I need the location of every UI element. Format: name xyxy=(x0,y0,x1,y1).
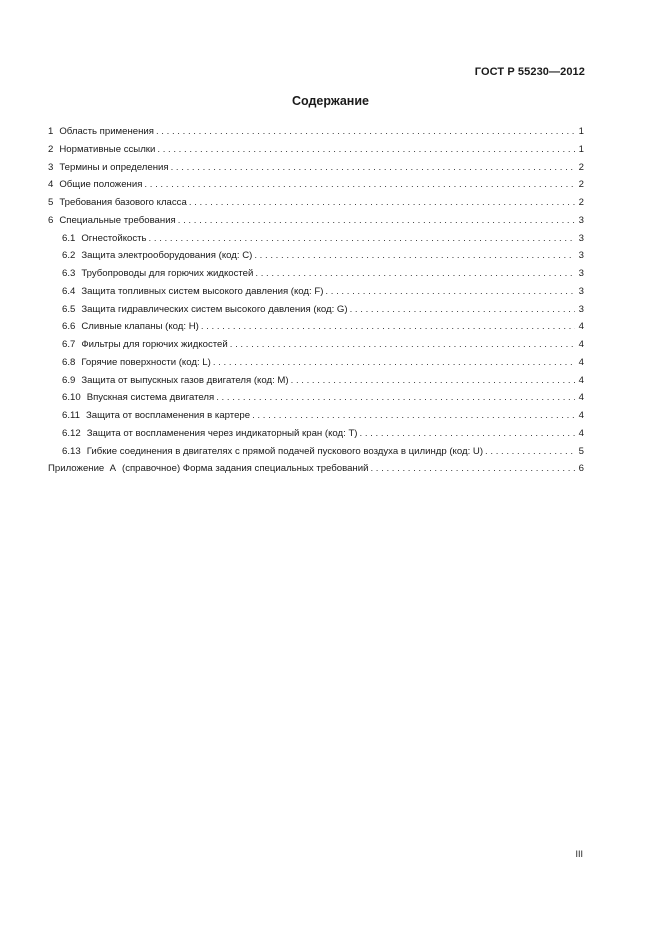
toc-entry-number: 1 xyxy=(48,126,54,137)
toc-dot-leader xyxy=(350,304,575,316)
toc-dot-leader xyxy=(255,268,574,280)
toc-dot-leader xyxy=(370,463,574,475)
toc-dot-leader xyxy=(157,144,574,156)
toc-entry-number: 6.9 xyxy=(62,374,76,386)
toc-entry-title: Защита от воспламенения в картере xyxy=(85,410,251,421)
toc-entry-title: Защита электрооборудования (код: C) xyxy=(81,250,253,262)
toc-dot-leader xyxy=(254,250,574,262)
toc-entry-number: 6.11 xyxy=(62,410,80,421)
toc-entry-title: Впускная система двигателя xyxy=(86,392,215,404)
table-of-contents xyxy=(48,126,584,481)
toc-entry-page: 3 xyxy=(578,232,584,244)
toc-entry-page: 1 xyxy=(578,126,584,137)
toc-entry-6-13[interactable] xyxy=(48,446,584,464)
toc-entry-6-10[interactable] xyxy=(48,392,584,410)
toc-dot-leader xyxy=(230,339,575,351)
toc-entry-title: Огнестойкость xyxy=(81,232,147,244)
toc-title: Содержание xyxy=(291,94,369,108)
document-code: ГОСТ Р 55230—2012 xyxy=(474,66,585,78)
toc-entry-6-3[interactable] xyxy=(48,268,584,286)
toc-entry-2[interactable] xyxy=(48,144,584,162)
toc-entry-number: 6.13 xyxy=(62,445,81,457)
toc-entry-title: Требования базового класса xyxy=(59,197,187,208)
toc-entry-number: 6.10 xyxy=(62,392,81,404)
toc-entry-title: Гибкие соединения в двигателях с прямой подачей пускового воздуха в цилиндр (код: U) xyxy=(86,445,484,457)
toc-entry-number: 6.7 xyxy=(62,339,76,350)
toc-dot-leader xyxy=(189,197,575,209)
toc-entry-page: 4 xyxy=(578,374,584,386)
toc-entry-6-8[interactable] xyxy=(48,357,584,375)
toc-entry-number: 6.1 xyxy=(62,232,76,244)
toc-dot-leader xyxy=(252,410,575,422)
toc-entry-page: 4 xyxy=(578,427,584,439)
toc-entry-1[interactable] xyxy=(48,126,584,144)
toc-entry-title: Термины и определения xyxy=(59,161,169,173)
toc-dot-leader xyxy=(485,446,575,458)
toc-dot-leader xyxy=(213,357,575,369)
toc-entry-number: 6 xyxy=(48,214,54,226)
toc-dot-leader xyxy=(171,162,575,174)
toc-entry-number: 6.6 xyxy=(62,321,76,333)
toc-entry-title: Специальные требования xyxy=(59,214,176,226)
toc-entry-number: 6.12 xyxy=(62,427,81,439)
toc-entry-title: Фильтры для горючих жидкостей xyxy=(81,339,228,350)
toc-entry-title: Защита гидравлических систем высокого давления (код: G) xyxy=(81,303,348,315)
toc-entry-number: 2 xyxy=(48,143,54,155)
toc-dot-leader xyxy=(149,233,575,245)
toc-entry-page: 3 xyxy=(578,250,584,262)
toc-entry-6-9[interactable] xyxy=(48,375,584,393)
toc-entry-page: 2 xyxy=(578,161,584,173)
toc-entry-title: Трубопроводы для горючих жидкостей xyxy=(81,268,254,279)
toc-entry-page: 4 xyxy=(578,392,584,404)
toc-dot-leader xyxy=(291,375,575,387)
toc-entry-6-11[interactable] xyxy=(48,410,584,428)
toc-entry-page: 4 xyxy=(578,339,584,350)
toc-entry-number: 4 xyxy=(48,179,54,191)
toc-entry-title: Сливные клапаны (код: H) xyxy=(81,321,199,333)
toc-entry-title: Защита топливных систем высокого давления (код: F) xyxy=(81,285,324,297)
toc-entry-4[interactable] xyxy=(48,179,584,197)
toc-entry-appendix-a[interactable] xyxy=(48,463,584,481)
toc-entry-5[interactable] xyxy=(48,197,584,215)
toc-entry-3[interactable] xyxy=(48,162,584,180)
toc-entry-number: 6.4 xyxy=(62,285,76,297)
toc-entry-page: 4 xyxy=(578,321,584,333)
toc-entry-title: (справочное) Форма задания специальных требований xyxy=(122,463,369,475)
toc-dot-leader xyxy=(156,126,575,138)
toc-entry-page: 4 xyxy=(578,410,584,421)
page-number: III xyxy=(575,849,583,859)
toc-dot-leader xyxy=(144,179,574,191)
toc-entry-6-5[interactable] xyxy=(48,304,584,322)
toc-entry-6-4[interactable] xyxy=(48,286,584,304)
toc-entry-page: 2 xyxy=(578,179,584,191)
toc-entry-number: 5 xyxy=(48,197,54,208)
toc-entry-title: Нормативные ссылки xyxy=(59,143,156,155)
toc-entry-page: 3 xyxy=(578,303,584,315)
toc-entry-6-1[interactable] xyxy=(48,233,584,251)
toc-entry-6[interactable] xyxy=(48,215,584,233)
toc-entry-page: 4 xyxy=(578,356,584,368)
toc-entry-title: Общие положения xyxy=(59,179,143,191)
toc-entry-number: 6.5 xyxy=(62,303,76,315)
toc-entry-6-6[interactable] xyxy=(48,321,584,339)
toc-entry-number: Приложение А xyxy=(48,463,116,475)
toc-entry-page: 3 xyxy=(578,214,584,226)
toc-entry-page: 3 xyxy=(578,285,584,297)
toc-entry-6-7[interactable] xyxy=(48,339,584,357)
toc-entry-title: Область применения xyxy=(59,126,154,137)
toc-entry-number: 3 xyxy=(48,161,54,173)
toc-entry-page: 2 xyxy=(578,197,584,208)
toc-dot-leader xyxy=(216,392,574,404)
toc-entry-6-2[interactable] xyxy=(48,250,584,268)
toc-dot-leader xyxy=(325,286,574,298)
toc-dot-leader xyxy=(201,321,575,333)
toc-entry-title: Горячие поверхности (код: L) xyxy=(81,356,211,368)
toc-entry-title: Защита от воспламенения через индикаторный кран (код: T) xyxy=(86,427,358,439)
toc-dot-leader xyxy=(360,428,575,440)
toc-entry-title: Защита от выпускных газов двигателя (код: M) xyxy=(81,374,289,386)
toc-dot-leader xyxy=(178,215,575,227)
toc-entry-6-12[interactable] xyxy=(48,428,584,446)
toc-entry-page: 3 xyxy=(578,268,584,279)
toc-entry-page: 1 xyxy=(578,143,584,155)
toc-entry-number: 6.8 xyxy=(62,356,76,368)
toc-entry-number: 6.3 xyxy=(62,268,76,279)
toc-entry-number: 6.2 xyxy=(62,250,76,262)
toc-entry-page: 6 xyxy=(578,463,584,475)
toc-entry-page: 5 xyxy=(578,445,584,457)
